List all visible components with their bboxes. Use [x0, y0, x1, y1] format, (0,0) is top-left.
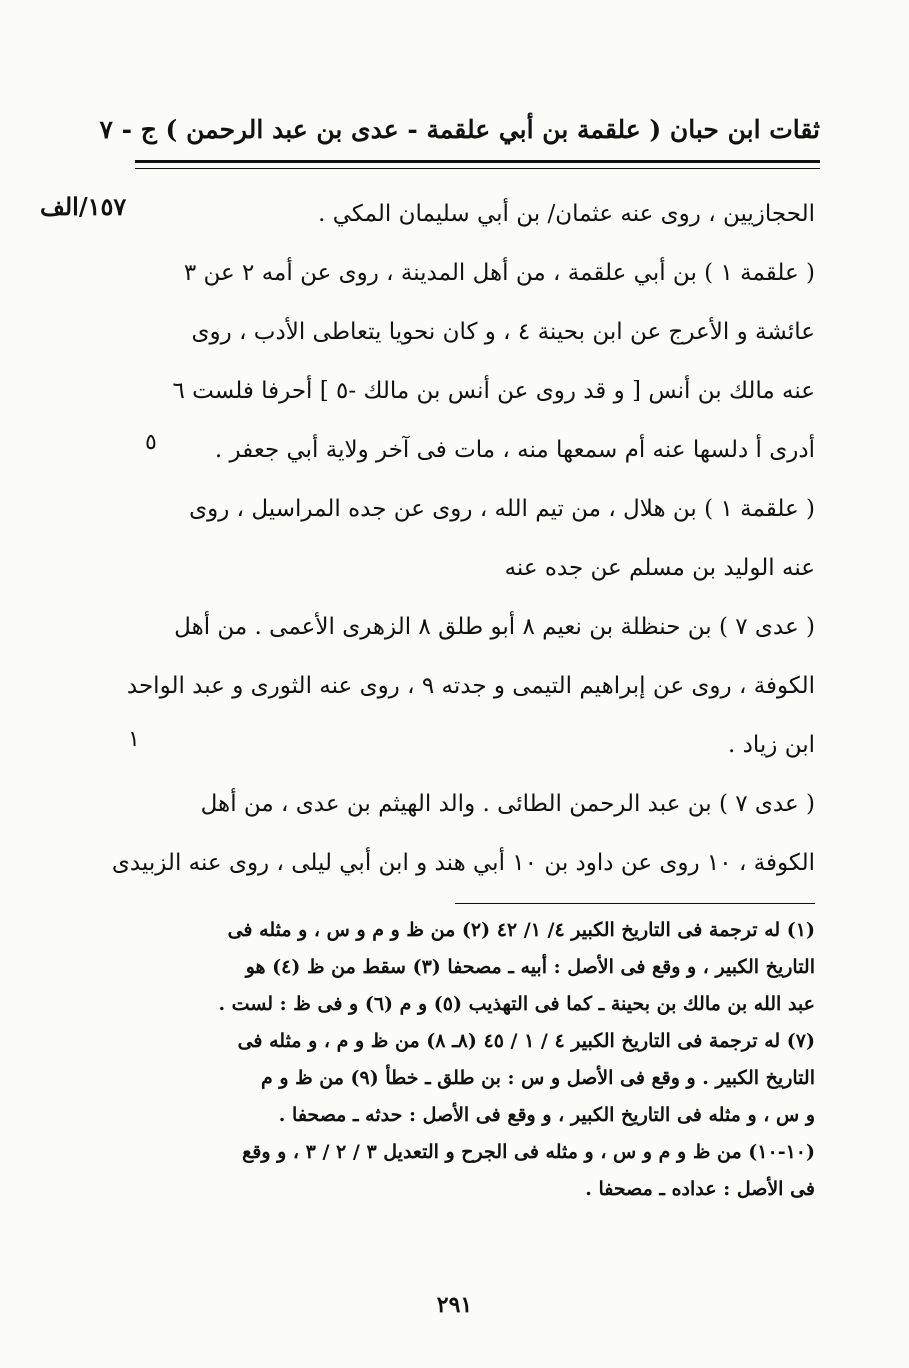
header-rule-thin — [135, 168, 820, 169]
footnotes — [155, 912, 815, 1208]
main-text — [111, 185, 815, 893]
footnote-line: و س ، و مثله فى التاريخ الكبير ، و وقع فى الأصل : حدثه ـ مصحفا . — [278, 1104, 815, 1126]
header-rule-thick — [135, 160, 820, 163]
footnote-line: التاريخ الكبير ، و وقع فى الأصل : أبيه ـ مصحفا (٣) سقط من ظ (٤) هو — [245, 956, 815, 978]
footnote-line: التاريخ الكبير . و وقع فى الأصل و س : بن طلق ـ خطأ (٩) من ظ و م — [260, 1067, 815, 1089]
footnote-separator — [455, 903, 815, 904]
text-line: أدرى أ دلسها عنه أم سمعها منه ، مات فى آخر ولاية أبي جعفر . — [214, 437, 815, 463]
page-number: ٢٩١ — [436, 1292, 473, 1318]
text-line: ( علقمة ١ ) بن هلال ، من تيم الله ، روى عن جده المراسيل ، روى — [189, 496, 815, 522]
text-line: عنه الوليد بن مسلم عن جده عنه — [504, 555, 815, 581]
text-line: ( عدى ٧ ) بن حنظلة بن نعيم ٨ أبو طلق ٨ الزهرى الأعمى . من أهل — [174, 614, 815, 640]
footnote-line: (١٠-١٠) من ظ و م و س ، و مثله فى الجرح و التعديل ٣ / ٢ / ٣ ، و وقع — [242, 1141, 815, 1163]
footnote-line: فى الأصل : عداده ـ مصحفا . — [585, 1178, 815, 1200]
text-line: الكوفة ، ١٠ روى عن داود بن ١٠ أبي هند و ابن أبي ليلى ، روى عنه الزبيدى — [111, 850, 815, 876]
text-line: عائشة و الأعرج عن ابن بحينة ٤ ، و كان نحويا يتعاطى الأدب ، روى — [191, 319, 815, 345]
footnote-line: (٧) له ترجمة فى التاريخ الكبير ٤ / ١ / ٤٥ (٨ـ ٨) من ظ و م ، و مثله فى — [237, 1030, 815, 1052]
text-line: الحجازيين ، روى عنه عثمان/ بن أبي سليمان المكي . — [318, 201, 815, 227]
footnote-line: (١) له ترجمة فى التاريخ الكبير ٤/ ١/ ٤٢ (٢) من ظ و م و س ، و مثله فى — [227, 919, 815, 941]
text-line: الكوفة ، روى عن إبراهيم التيمى و جدته ٩ ، روى عنه الثورى و عبد الواحد — [126, 673, 815, 699]
folio-marker: ١٥٧/الف — [40, 192, 127, 221]
footnote-line: عبد الله بن مالك بن بحينة ـ كما فى التهذيب (٥) و م (٦) و فى ظ : لست . — [218, 993, 815, 1015]
line-number-5: ٥ — [145, 430, 157, 455]
text-line: عنه مالك بن أنس [ و قد روى عن أنس بن مالك -٥ ] أحرفا فلست ٦ — [172, 378, 815, 404]
running-header: ثقات ابن حبان ( علقمة بن أبي علقمة - عدى بن عبد الرحمن ) ج - ٧ — [99, 115, 820, 144]
text-line: ابن زياد . — [728, 732, 815, 758]
line-number-10: ١ — [128, 727, 140, 752]
text-line: ( عدى ٧ ) بن عبد الرحمن الطائى . والد الهيثم بن عدى ، من أهل — [200, 791, 815, 817]
text-line: ( علقمة ١ ) بن أبي علقمة ، من أهل المدينة ، روى عن أمه ٢ عن ٣ — [183, 260, 815, 286]
